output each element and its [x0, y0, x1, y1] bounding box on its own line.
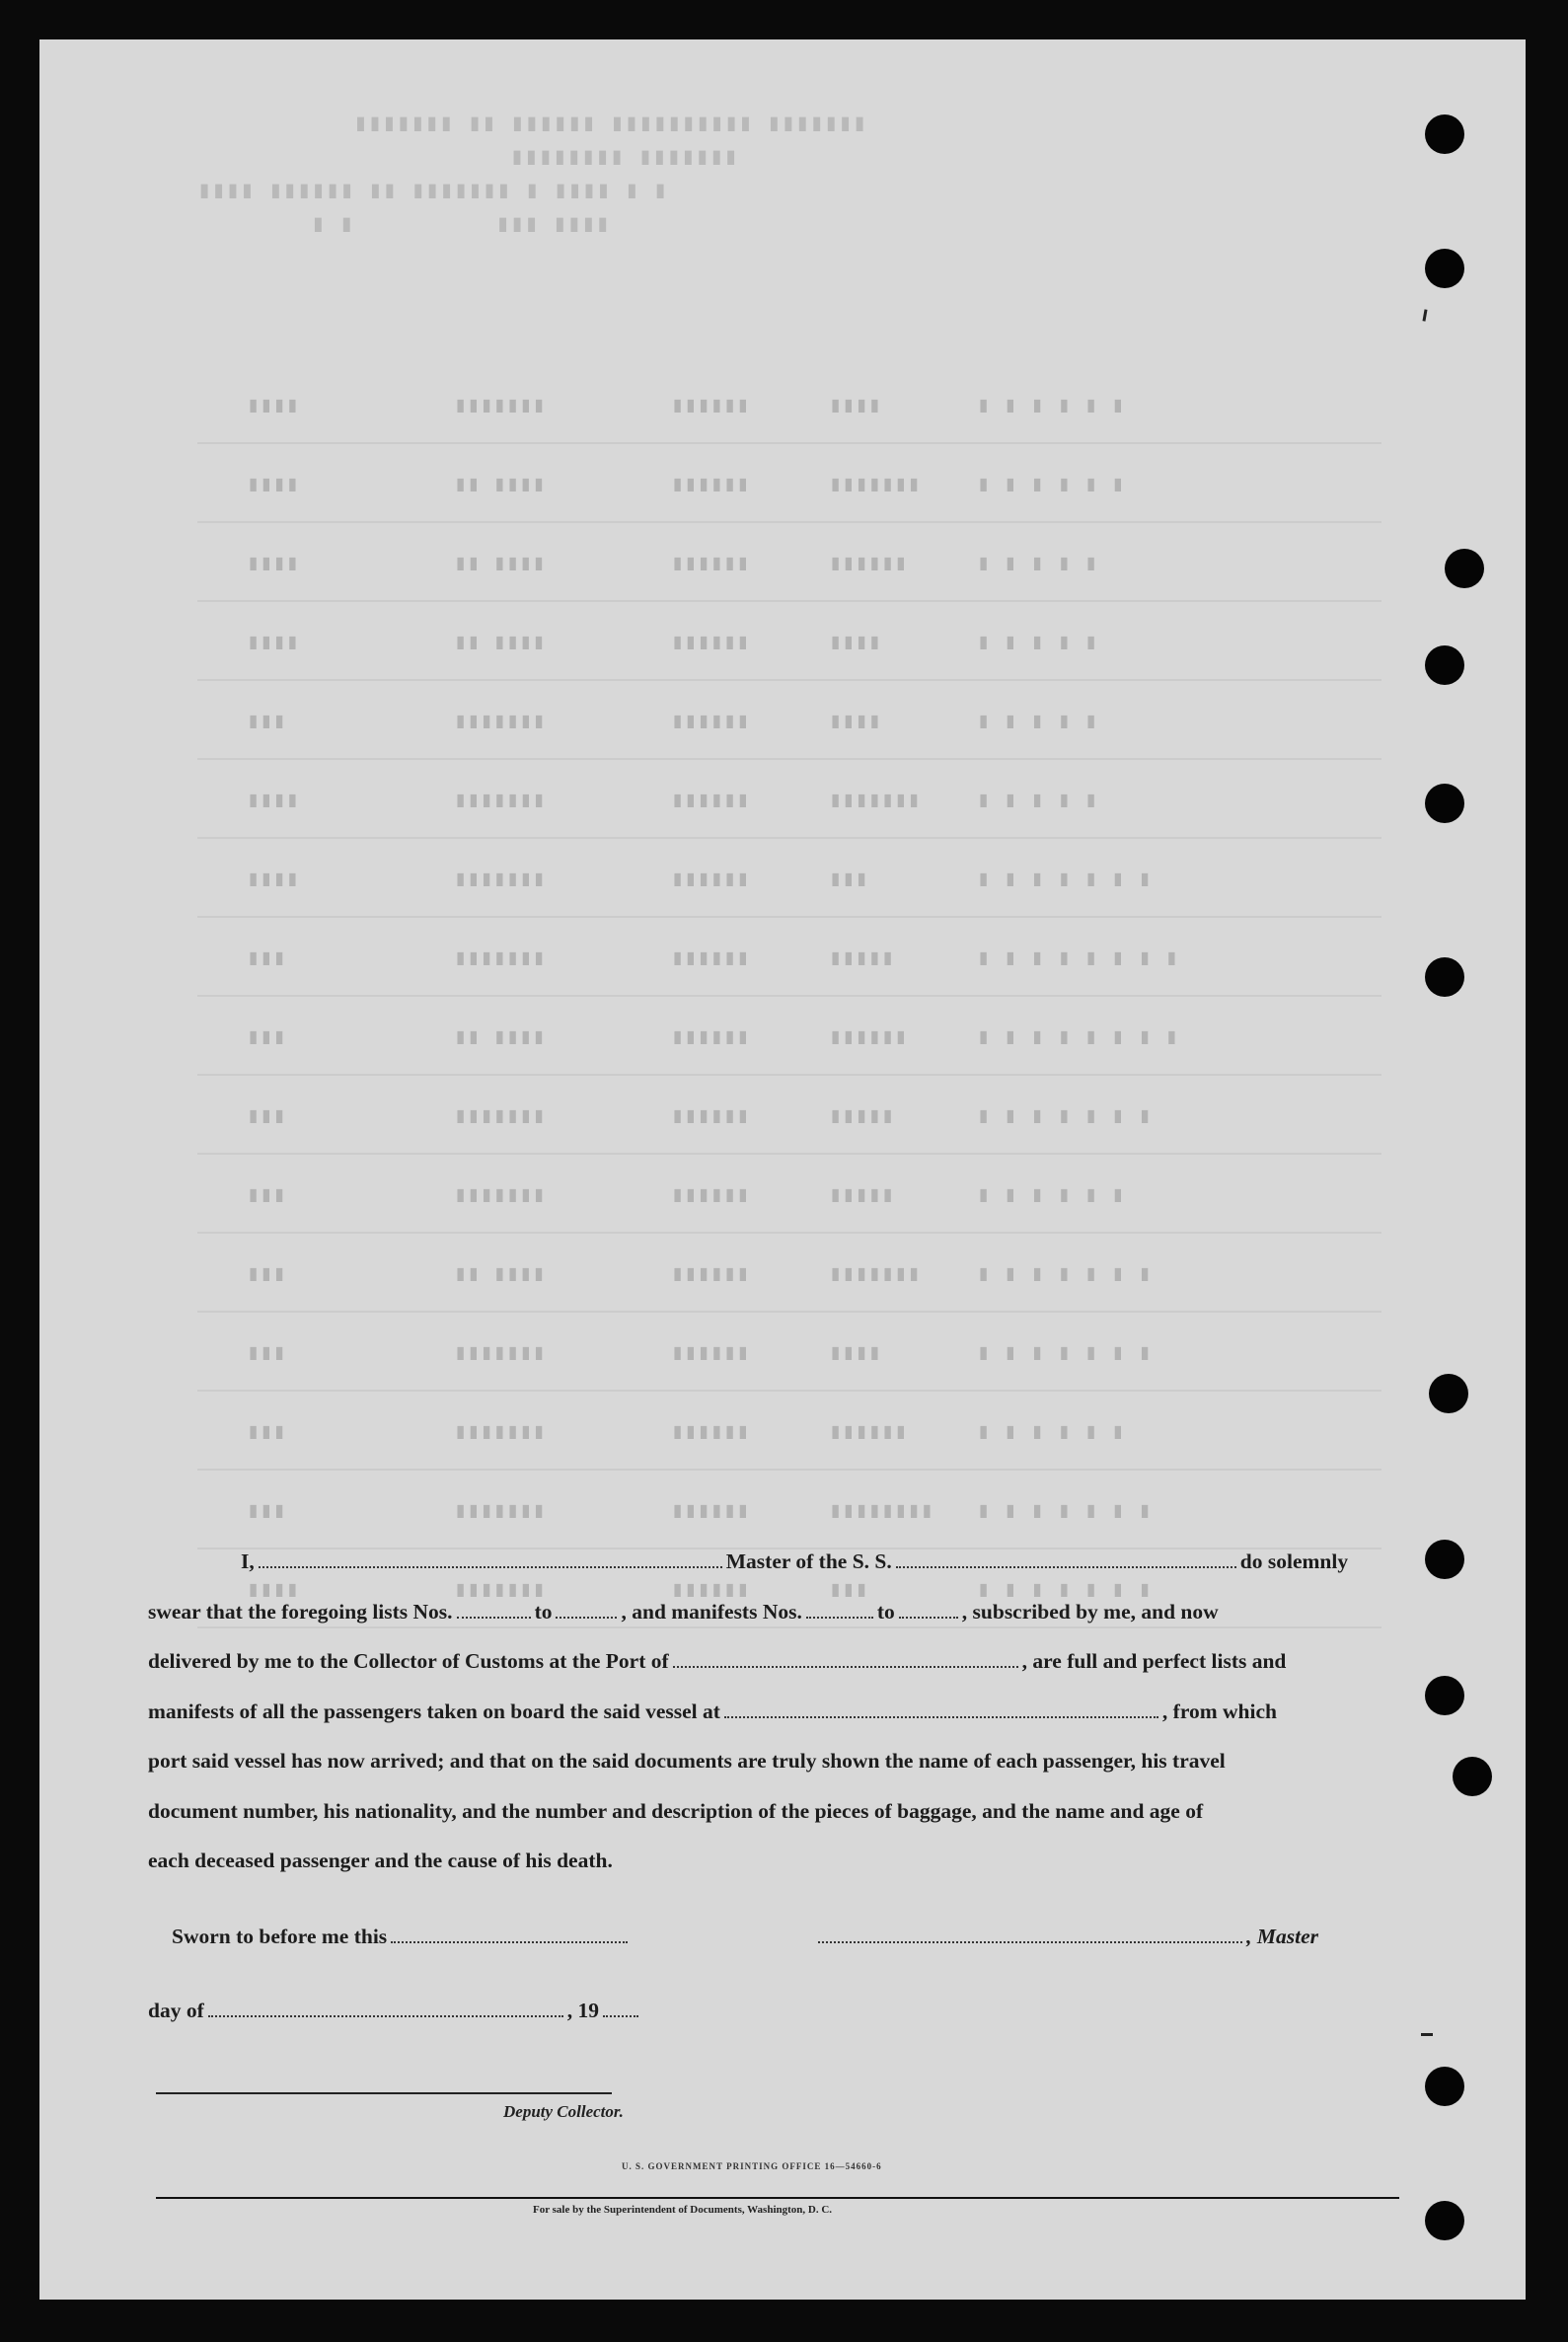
bleed-row: ▮▮▮ ▮▮▮▮▮▮▮ ▮▮▮▮▮▮ ▮▮▮▮▮ ▮▮▮▮▮▮▮▮ — [197, 918, 1381, 997]
bleed-through-header: ▮▮▮▮▮▮▮ ▮▮ ▮▮▮▮▮▮ ▮▮▮▮▮▮▮▮▮▮ ▮▮▮▮▮▮▮ ▮▮▮▮▮▮▮▮ ▮▮▮▮▮▮▮ ▮▮▮▮ ▮▮▮▮▮▮ ▮▮ ▮▮▮▮▮▮▮ ▮ ▮▮▮▮ ▮ ▮ ▮ ▮ ▮▮▮ ▮▮▮▮ — [197, 112, 867, 239]
bleed-row: ▮▮▮ ▮▮▮▮▮▮▮ ▮▮▮▮▮▮ ▮▮▮▮▮▮▮▮ ▮▮▮▮▮▮▮ — [197, 1471, 1381, 1549]
bleed-row: ▮▮▮ ▮▮▮▮▮▮▮ ▮▮▮▮▮▮ ▮▮▮▮ ▮▮▮▮▮ — [197, 681, 1381, 760]
oath-text: , from which — [1161, 1700, 1277, 1723]
bleed-through-rows — [197, 365, 1381, 1628]
punch-hole — [1425, 114, 1464, 154]
oath-line-3 — [148, 1649, 1391, 1674]
margin-mark — [1421, 2033, 1433, 2036]
punch-hole — [1425, 957, 1464, 997]
oath-line-1 — [148, 1549, 1391, 1574]
bleed-row: ▮▮▮▮ ▮▮ ▮▮▮▮ ▮▮▮▮▮▮ ▮▮▮▮▮▮ ▮▮▮▮▮ — [197, 523, 1381, 602]
manifest-to-field[interactable] — [899, 1603, 958, 1619]
sworn-line — [148, 1925, 1391, 1949]
oath-line-7: each deceased passenger and the cause of his death. — [148, 1849, 613, 1872]
punch-hole — [1453, 1757, 1492, 1796]
punch-hole — [1425, 645, 1464, 685]
bleed-row: ▮▮▮ ▮▮ ▮▮▮▮ ▮▮▮▮▮▮ ▮▮▮▮▮▮ ▮▮▮▮▮▮▮▮ — [197, 997, 1381, 1076]
oath-text: to — [534, 1600, 553, 1624]
master-label: , Master — [1246, 1925, 1319, 1948]
master-signature-field[interactable] — [818, 1927, 1242, 1943]
for-sale-note: For sale by the Superintendent of Documents, Washington, D. C. — [533, 2204, 833, 2216]
punch-hole — [1429, 1374, 1468, 1413]
day-of-line — [148, 1999, 1391, 2023]
oath-i: I, — [241, 1549, 255, 1573]
day-of-label: day of — [148, 1999, 204, 2022]
bleed-row: ▮▮▮▮ ▮▮ ▮▮▮▮ ▮▮▮▮▮▮ ▮▮▮▮▮▮▮ ▮▮▮▮▮▮ — [197, 444, 1381, 523]
bleed-row: ▮▮▮ ▮▮▮▮▮▮▮ ▮▮▮▮▮▮ ▮▮▮▮▮ ▮▮▮▮▮▮ — [197, 1155, 1381, 1234]
punch-hole — [1445, 549, 1484, 588]
gpo-imprint: U. S. GOVERNMENT PRINTING OFFICE 16—54660-6 — [622, 2161, 882, 2171]
ship-name-field[interactable] — [896, 1552, 1236, 1568]
oath-text: delivered by me to the Collector of Customs at the Port of — [148, 1649, 669, 1673]
boarding-port-field[interactable] — [724, 1702, 1158, 1718]
do-solemnly-label: do solemnly — [1239, 1549, 1349, 1573]
year-label: , 19 — [566, 1999, 599, 2022]
year-field[interactable] — [603, 2002, 638, 2017]
punch-hole — [1425, 2067, 1464, 2106]
oath-text: manifests of all the passengers taken on board the said vessel at — [148, 1700, 720, 1723]
punch-hole — [1425, 1676, 1464, 1715]
oath-text: swear that the foregoing lists Nos. — [148, 1600, 453, 1624]
bleed-row: ▮▮▮ ▮▮▮▮▮▮▮ ▮▮▮▮▮▮ ▮▮▮▮▮ ▮▮▮▮▮▮▮ — [197, 1076, 1381, 1155]
bleed-row: ▮▮▮▮ ▮▮▮▮▮▮▮ ▮▮▮▮▮▮ ▮▮▮ ▮▮▮▮▮▮▮ — [197, 1549, 1381, 1628]
oath-text: to — [876, 1600, 895, 1624]
bleed-row: ▮▮▮▮ ▮▮▮▮▮▮▮ ▮▮▮▮▮▮ ▮▮▮▮▮▮▮ ▮▮▮▮▮ — [197, 760, 1381, 839]
master-of-ss-label: Master of the S. S. — [725, 1549, 892, 1573]
oath-line-4 — [148, 1700, 1391, 1724]
punch-hole — [1425, 2201, 1464, 2240]
bottom-rule — [156, 2197, 1399, 2199]
bleed-row: ▮▮▮▮ ▮▮ ▮▮▮▮ ▮▮▮▮▮▮ ▮▮▮▮ ▮▮▮▮▮ — [197, 602, 1381, 681]
bleed-row: ▮▮▮ ▮▮▮▮▮▮▮ ▮▮▮▮▮▮ ▮▮▮▮▮▮ ▮▮▮▮▮▮ — [197, 1392, 1381, 1471]
sworn-label: Sworn to before me this — [172, 1925, 388, 1948]
master-name-field[interactable] — [259, 1552, 722, 1568]
punch-hole — [1425, 249, 1464, 288]
oath-line-6: document number, his nationality, and the number and description of the pieces of baggage, and the name and age of — [148, 1799, 1204, 1823]
punch-hole — [1425, 784, 1464, 823]
manifest-page — [39, 39, 1526, 2300]
month-field[interactable] — [208, 2002, 563, 2017]
bleed-row: ▮▮▮ ▮▮ ▮▮▮▮ ▮▮▮▮▮▮ ▮▮▮▮▮▮▮ ▮▮▮▮▮▮▮ — [197, 1234, 1381, 1313]
port-field[interactable] — [673, 1652, 1018, 1668]
sworn-date-field[interactable] — [391, 1927, 628, 1943]
list-to-field[interactable] — [556, 1603, 617, 1619]
bleed-row: ▮▮▮▮ ▮▮▮▮▮▮▮ ▮▮▮▮▮▮ ▮▮▮▮ ▮▮▮▮▮▮ — [197, 365, 1381, 444]
list-from-field[interactable] — [457, 1603, 531, 1619]
oath-line-5: port said vessel has now arrived; and that on the said documents are truly shown the name of each passenger, his travel — [148, 1749, 1226, 1773]
bleed-row: ▮▮▮▮ ▮▮▮▮▮▮▮ ▮▮▮▮▮▮ ▮▮▮ ▮▮▮▮▮▮▮ — [197, 839, 1381, 918]
manifest-from-field[interactable] — [806, 1603, 873, 1619]
punch-hole — [1425, 1540, 1464, 1579]
deputy-collector-label: Deputy Collector. — [503, 2102, 624, 2121]
deputy-signature-line[interactable] — [156, 2092, 612, 2094]
oath-text: , are full and perfect lists and — [1021, 1649, 1287, 1673]
oath-text: , and manifests Nos. — [621, 1600, 802, 1624]
oath-text: , subscribed by me, and now — [961, 1600, 1219, 1624]
bleed-row: ▮▮▮ ▮▮▮▮▮▮▮ ▮▮▮▮▮▮ ▮▮▮▮ ▮▮▮▮▮▮▮ — [197, 1313, 1381, 1392]
oath-line-2 — [148, 1600, 1391, 1624]
